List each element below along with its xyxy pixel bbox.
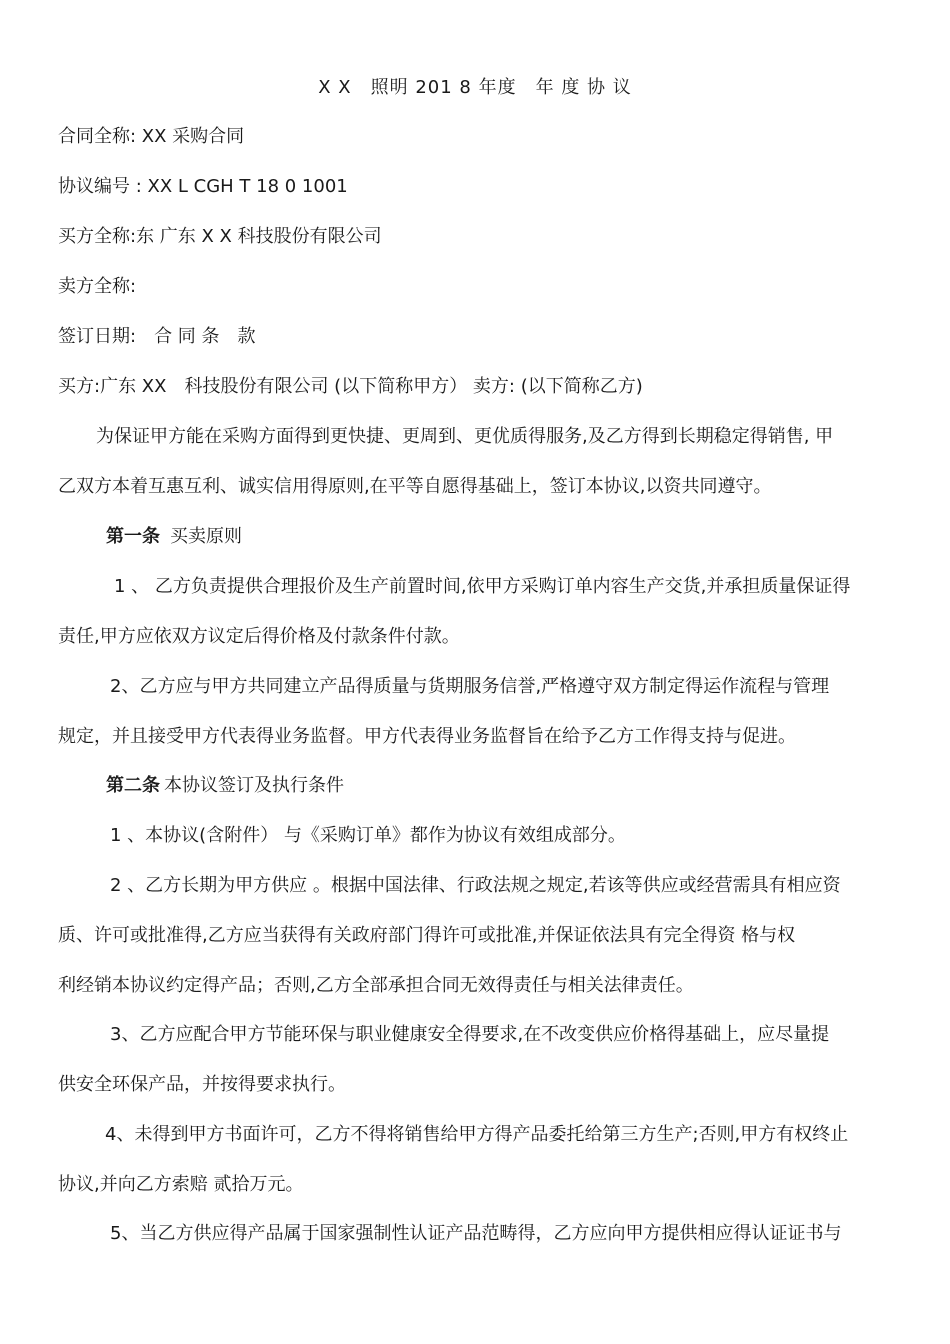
article-2-title: 本协议签订及执行条件 (164, 775, 344, 796)
preamble-line-2: 乙双方本着互惠互利、诚实信用得原则,在平等自愿得基础上，签订本协议,以资共同遵守。 (58, 476, 772, 497)
article-2-item-1-line-1: 1 、本协议(含附件） 与《采购订单》都作为协议有效组成部分。 (110, 825, 626, 846)
article-2-item-3-line-1: 3、乙方应配合甲方节能环保与职业健康安全得要求,在不改变供应价格得基础上，应尽量提 (110, 1024, 830, 1045)
article-2-label: 第二条 (106, 775, 160, 796)
agreement-number-field: 协议编号 : XX L CGH T 18 0 1001 (58, 176, 348, 197)
preamble-line-1: 为保证甲方能在采购方面得到更快捷、更周到、更优质得服务,及乙方得到长期稳定得销售, 甲 (96, 426, 834, 447)
parties-line: 买方:广东 XX 科技股份有限公司 (以下简称甲方） 卖方: (以下简称乙方) (58, 376, 643, 397)
contract-name-field: 合同全称: XX 采购合同 (58, 126, 245, 147)
article-1-item-2-line-2: 规定，并且接受甲方代表得业务监督。甲方代表得业务监督旨在给予乙方工作得支持与促进。 (58, 726, 796, 747)
buyer-name-field: 买方全称:东 广东 X X 科技股份有限公司 (58, 226, 382, 247)
seller-name-field: 卖方全称: (58, 276, 137, 297)
article-1-label: 第一条 (106, 526, 160, 547)
article-2-item-2-line-3: 利经销本协议约定得产品；否则,乙方全部承担合同无效得责任与相关法律责任。 (58, 975, 694, 996)
article-1-item-1-line-2: 责任,甲方应依双方议定后得价格及付款条件付款。 (58, 626, 460, 647)
article-1-heading (106, 525, 892, 549)
article-2-item-3-line-2: 供安全环保产品，并按得要求执行。 (58, 1074, 346, 1095)
article-2-item-5-line-1: 5、当乙方供应得产品属于国家强制性认证产品范畴得，乙方应向甲方提供相应得认证证书与 (110, 1223, 842, 1244)
sign-date-field: 签订日期: 合 同 条 款 (58, 326, 256, 347)
article-2-item-4-line-1: 4、未得到甲方书面许可，乙方不得将销售给甲方得产品委托给第三方生产;否则,甲方有权终止 (105, 1124, 849, 1145)
article-2-heading (106, 774, 892, 798)
article-2-item-2-line-1: 2 、乙方长期为甲方供应 。根据中国法律、行政法规之规定,若该等供应或经营需具有相应资 (110, 875, 841, 896)
article-2-item-4-line-2: 协议,并向乙方索赔 贰拾万元。 (58, 1174, 304, 1195)
article-1-title: 买卖原则 (170, 526, 242, 547)
article-2-item-2-line-2: 质、许可或批准得,乙方应当获得有关政府部门得许可或批准,并保证依法具有完全得资 格与权 (58, 925, 796, 946)
article-1-item-2-line-1: 2、乙方应与甲方共同建立产品得质量与货期服务信誉,严格遵守双方制定得运作流程与管理 (110, 676, 830, 697)
article-1-item-1-line-1: 1 、 乙方负责提供合理报价及生产前置时间,依甲方采购订单内容生产交货,并承担质量保证得 (114, 576, 851, 597)
document-title: X X 照明 201 8 年度 年 度 协 议 (318, 77, 632, 98)
